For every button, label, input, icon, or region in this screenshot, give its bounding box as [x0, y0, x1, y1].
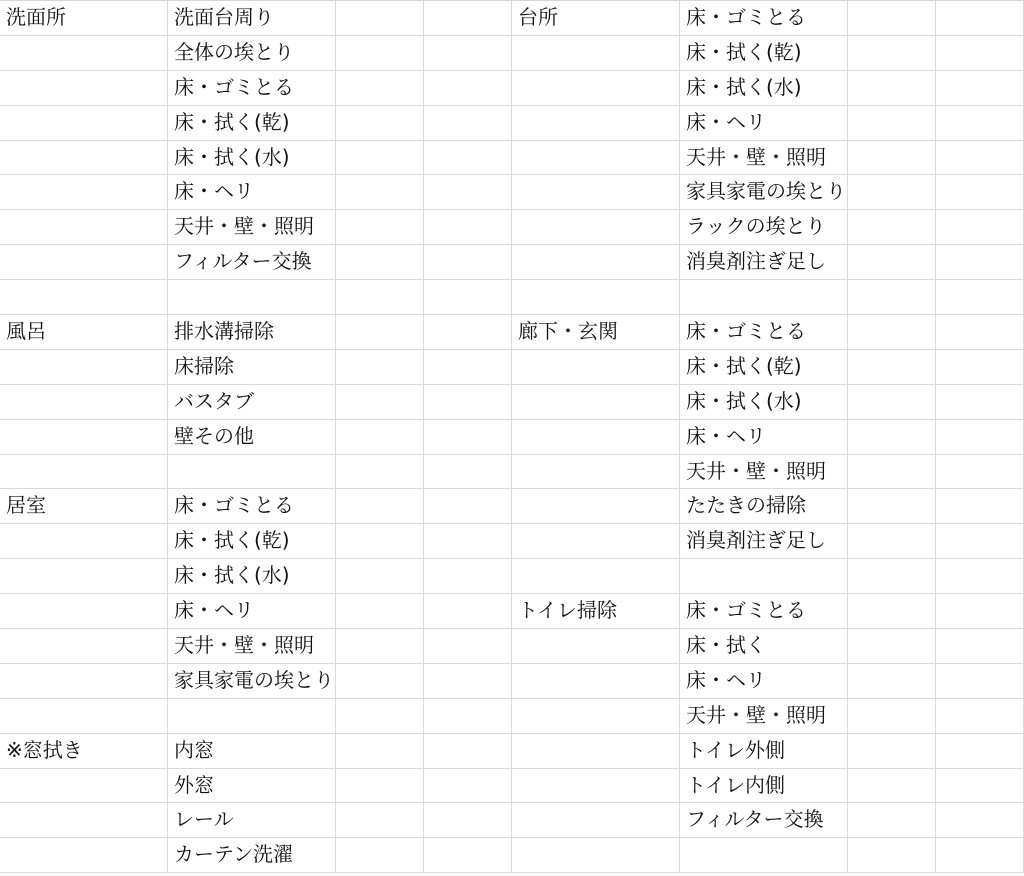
sheet-cell[interactable]: 天井・壁・照明	[168, 629, 336, 664]
sheet-cell[interactable]	[424, 524, 512, 559]
sheet-cell[interactable]: 床・拭く(乾)	[680, 350, 848, 385]
sheet-cell[interactable]	[512, 245, 680, 280]
sheet-cell[interactable]: 床・ゴミとる	[168, 489, 336, 524]
sheet-cell[interactable]: 天井・壁・照明	[680, 455, 848, 490]
sheet-cell[interactable]	[0, 350, 168, 385]
sheet-cell[interactable]: 洗面所	[0, 1, 168, 36]
sheet-cell[interactable]	[848, 245, 936, 280]
sheet-cell[interactable]: 壁その他	[168, 420, 336, 455]
sheet-cell[interactable]	[0, 385, 168, 420]
sheet-cell[interactable]: ※窓拭き	[0, 734, 168, 769]
sheet-cell[interactable]	[848, 36, 936, 71]
sheet-cell[interactable]	[336, 559, 424, 594]
sheet-cell[interactable]	[424, 245, 512, 280]
sheet-cell[interactable]	[848, 210, 936, 245]
sheet-cell[interactable]	[424, 350, 512, 385]
sheet-cell[interactable]	[848, 106, 936, 141]
sheet-cell[interactable]	[936, 210, 1024, 245]
sheet-cell[interactable]	[336, 594, 424, 629]
sheet-cell[interactable]	[512, 629, 680, 664]
sheet-cell[interactable]	[424, 594, 512, 629]
sheet-cell[interactable]: 床・ヘリ	[168, 175, 336, 210]
sheet-cell[interactable]	[512, 455, 680, 490]
sheet-cell[interactable]	[0, 141, 168, 176]
sheet-cell[interactable]	[512, 420, 680, 455]
sheet-cell[interactable]: 消臭剤注ぎ足し	[680, 245, 848, 280]
sheet-cell[interactable]	[848, 420, 936, 455]
sheet-cell[interactable]	[0, 629, 168, 664]
sheet-cell[interactable]	[336, 350, 424, 385]
sheet-cell[interactable]	[424, 141, 512, 176]
sheet-cell[interactable]	[512, 175, 680, 210]
sheet-cell[interactable]: 床・ゴミとる	[680, 1, 848, 36]
sheet-cell[interactable]	[336, 210, 424, 245]
sheet-cell[interactable]	[512, 803, 680, 838]
sheet-cell[interactable]	[936, 664, 1024, 699]
sheet-cell[interactable]	[0, 210, 168, 245]
sheet-cell[interactable]	[336, 734, 424, 769]
sheet-cell[interactable]: 洗面台周り	[168, 1, 336, 36]
sheet-cell[interactable]	[424, 315, 512, 350]
sheet-cell[interactable]	[936, 559, 1024, 594]
sheet-cell[interactable]	[512, 524, 680, 559]
sheet-cell[interactable]	[336, 71, 424, 106]
sheet-cell[interactable]: 床・拭く	[680, 629, 848, 664]
sheet-cell[interactable]	[0, 245, 168, 280]
sheet-cell[interactable]	[336, 489, 424, 524]
sheet-cell[interactable]	[424, 36, 512, 71]
sheet-cell[interactable]	[512, 838, 680, 873]
sheet-cell[interactable]: レール	[168, 803, 336, 838]
sheet-cell[interactable]	[0, 36, 168, 71]
sheet-cell[interactable]: 外窓	[168, 769, 336, 804]
sheet-cell[interactable]	[848, 769, 936, 804]
sheet-cell[interactable]: 家具家電の埃とり	[168, 664, 336, 699]
sheet-cell[interactable]	[936, 245, 1024, 280]
sheet-cell[interactable]: 床・ゴミとる	[168, 71, 336, 106]
sheet-cell[interactable]	[424, 734, 512, 769]
sheet-cell[interactable]	[336, 699, 424, 734]
sheet-cell[interactable]	[0, 175, 168, 210]
sheet-cell[interactable]	[424, 71, 512, 106]
sheet-cell[interactable]	[848, 664, 936, 699]
sheet-cell[interactable]	[936, 350, 1024, 385]
sheet-cell[interactable]: 全体の埃とり	[168, 36, 336, 71]
sheet-cell[interactable]: 家具家電の埃とり	[680, 175, 848, 210]
sheet-cell[interactable]	[0, 769, 168, 804]
sheet-cell[interactable]: 床・拭く(乾)	[168, 524, 336, 559]
sheet-cell[interactable]	[0, 420, 168, 455]
sheet-cell[interactable]	[424, 803, 512, 838]
sheet-cell[interactable]: フィルター交換	[168, 245, 336, 280]
sheet-cell[interactable]	[424, 664, 512, 699]
sheet-cell[interactable]	[0, 455, 168, 490]
sheet-cell[interactable]	[168, 455, 336, 490]
sheet-cell[interactable]	[424, 699, 512, 734]
sheet-cell[interactable]	[512, 489, 680, 524]
sheet-cell[interactable]	[936, 280, 1024, 315]
sheet-cell[interactable]	[0, 280, 168, 315]
sheet-cell[interactable]	[0, 71, 168, 106]
sheet-cell[interactable]: 床・拭く(乾)	[168, 106, 336, 141]
sheet-cell[interactable]	[848, 1, 936, 36]
sheet-cell[interactable]: フィルター交換	[680, 803, 848, 838]
sheet-cell[interactable]	[936, 141, 1024, 176]
sheet-cell[interactable]: 天井・壁・照明	[680, 699, 848, 734]
sheet-cell[interactable]	[936, 71, 1024, 106]
sheet-cell[interactable]: 床・ゴミとる	[680, 315, 848, 350]
sheet-cell[interactable]	[848, 385, 936, 420]
sheet-cell[interactable]: 消臭剤注ぎ足し	[680, 524, 848, 559]
sheet-cell[interactable]	[0, 106, 168, 141]
sheet-cell[interactable]: 床・拭く(乾)	[680, 36, 848, 71]
sheet-cell[interactable]	[336, 629, 424, 664]
sheet-cell[interactable]: トイレ内側	[680, 769, 848, 804]
sheet-cell[interactable]: 床・拭く(水)	[168, 141, 336, 176]
sheet-cell[interactable]	[336, 664, 424, 699]
sheet-cell[interactable]	[0, 838, 168, 873]
sheet-cell[interactable]	[336, 803, 424, 838]
sheet-cell[interactable]: バスタブ	[168, 385, 336, 420]
sheet-cell[interactable]	[0, 803, 168, 838]
sheet-cell[interactable]	[512, 699, 680, 734]
sheet-cell[interactable]	[512, 385, 680, 420]
sheet-cell[interactable]	[680, 280, 848, 315]
sheet-cell[interactable]	[936, 385, 1024, 420]
sheet-cell[interactable]	[424, 559, 512, 594]
sheet-cell[interactable]: トイレ外側	[680, 734, 848, 769]
sheet-cell[interactable]	[512, 210, 680, 245]
sheet-cell[interactable]	[848, 489, 936, 524]
sheet-cell[interactable]: カーテン洗濯	[168, 838, 336, 873]
sheet-cell[interactable]	[848, 838, 936, 873]
sheet-cell[interactable]	[680, 838, 848, 873]
sheet-cell[interactable]	[336, 838, 424, 873]
sheet-cell[interactable]	[936, 594, 1024, 629]
sheet-cell[interactable]	[512, 734, 680, 769]
sheet-cell[interactable]	[512, 71, 680, 106]
sheet-cell[interactable]	[848, 455, 936, 490]
sheet-cell[interactable]	[336, 769, 424, 804]
sheet-cell[interactable]: 天井・壁・照明	[680, 141, 848, 176]
sheet-cell[interactable]: 床・ヘリ	[680, 664, 848, 699]
sheet-cell[interactable]: ラックの埃とり	[680, 210, 848, 245]
sheet-cell[interactable]	[848, 699, 936, 734]
sheet-cell[interactable]	[336, 1, 424, 36]
sheet-cell[interactable]	[936, 629, 1024, 664]
sheet-cell[interactable]: 床・拭く(水)	[168, 559, 336, 594]
sheet-cell[interactable]	[848, 315, 936, 350]
sheet-cell[interactable]	[168, 280, 336, 315]
sheet-cell[interactable]	[0, 699, 168, 734]
sheet-cell[interactable]	[936, 699, 1024, 734]
sheet-cell[interactable]	[336, 280, 424, 315]
sheet-cell[interactable]	[424, 280, 512, 315]
sheet-cell[interactable]	[0, 559, 168, 594]
sheet-cell[interactable]	[424, 1, 512, 36]
sheet-cell[interactable]	[848, 734, 936, 769]
sheet-cell[interactable]	[936, 106, 1024, 141]
sheet-cell[interactable]	[336, 315, 424, 350]
sheet-cell[interactable]	[936, 36, 1024, 71]
sheet-cell[interactable]	[168, 699, 336, 734]
sheet-cell[interactable]	[336, 141, 424, 176]
sheet-cell[interactable]	[512, 350, 680, 385]
sheet-cell[interactable]: 風呂	[0, 315, 168, 350]
sheet-cell[interactable]	[936, 455, 1024, 490]
sheet-cell[interactable]	[424, 629, 512, 664]
sheet-cell[interactable]	[512, 106, 680, 141]
sheet-cell[interactable]: たたきの掃除	[680, 489, 848, 524]
sheet-cell[interactable]: 床・拭く(水)	[680, 71, 848, 106]
sheet-cell[interactable]	[936, 175, 1024, 210]
sheet-cell[interactable]	[848, 71, 936, 106]
sheet-cell[interactable]	[936, 489, 1024, 524]
sheet-cell[interactable]	[848, 175, 936, 210]
sheet-cell[interactable]	[424, 385, 512, 420]
sheet-cell[interactable]	[336, 36, 424, 71]
sheet-cell[interactable]: 天井・壁・照明	[168, 210, 336, 245]
sheet-cell[interactable]	[512, 559, 680, 594]
sheet-cell[interactable]	[936, 838, 1024, 873]
sheet-cell[interactable]	[424, 838, 512, 873]
sheet-cell[interactable]	[424, 769, 512, 804]
sheet-cell[interactable]	[936, 1, 1024, 36]
sheet-cell[interactable]	[848, 803, 936, 838]
sheet-cell[interactable]	[848, 594, 936, 629]
sheet-cell[interactable]	[936, 315, 1024, 350]
sheet-cell[interactable]	[0, 594, 168, 629]
sheet-cell[interactable]	[424, 210, 512, 245]
sheet-cell[interactable]	[848, 280, 936, 315]
sheet-cell[interactable]	[336, 385, 424, 420]
sheet-cell[interactable]	[336, 455, 424, 490]
sheet-cell[interactable]: トイレ掃除	[512, 594, 680, 629]
sheet-cell[interactable]	[512, 769, 680, 804]
sheet-cell[interactable]: 床・ヘリ	[168, 594, 336, 629]
sheet-cell[interactable]: 床掃除	[168, 350, 336, 385]
sheet-cell[interactable]	[848, 559, 936, 594]
sheet-cell[interactable]: 内窓	[168, 734, 336, 769]
sheet-cell[interactable]	[936, 524, 1024, 559]
sheet-cell[interactable]	[512, 141, 680, 176]
sheet-cell[interactable]: 居室	[0, 489, 168, 524]
sheet-cell[interactable]: 床・ゴミとる	[680, 594, 848, 629]
sheet-cell[interactable]: 床・拭く(水)	[680, 385, 848, 420]
sheet-cell[interactable]	[336, 175, 424, 210]
sheet-cell[interactable]	[336, 524, 424, 559]
sheet-cell[interactable]	[512, 664, 680, 699]
sheet-cell[interactable]	[936, 734, 1024, 769]
sheet-cell[interactable]	[936, 769, 1024, 804]
sheet-cell[interactable]	[336, 245, 424, 280]
sheet-cell[interactable]	[936, 420, 1024, 455]
sheet-cell[interactable]	[424, 106, 512, 141]
sheet-cell[interactable]	[936, 803, 1024, 838]
sheet-cell[interactable]	[848, 350, 936, 385]
sheet-cell[interactable]	[336, 106, 424, 141]
sheet-cell[interactable]: 床・ヘリ	[680, 420, 848, 455]
sheet-cell[interactable]	[0, 524, 168, 559]
sheet-cell[interactable]	[424, 175, 512, 210]
sheet-cell[interactable]	[512, 280, 680, 315]
sheet-cell[interactable]	[848, 141, 936, 176]
sheet-cell[interactable]	[424, 455, 512, 490]
sheet-cell[interactable]: 排水溝掃除	[168, 315, 336, 350]
sheet-cell[interactable]: 床・ヘリ	[680, 106, 848, 141]
sheet-cell[interactable]	[848, 524, 936, 559]
sheet-cell[interactable]	[424, 489, 512, 524]
sheet-cell[interactable]	[0, 664, 168, 699]
sheet-cell[interactable]	[512, 36, 680, 71]
sheet-cell[interactable]: 台所	[512, 1, 680, 36]
sheet-cell[interactable]	[336, 420, 424, 455]
sheet-cell[interactable]: 廊下・玄関	[512, 315, 680, 350]
sheet-cell[interactable]	[424, 420, 512, 455]
sheet-cell[interactable]	[848, 629, 936, 664]
sheet-cell[interactable]	[680, 559, 848, 594]
